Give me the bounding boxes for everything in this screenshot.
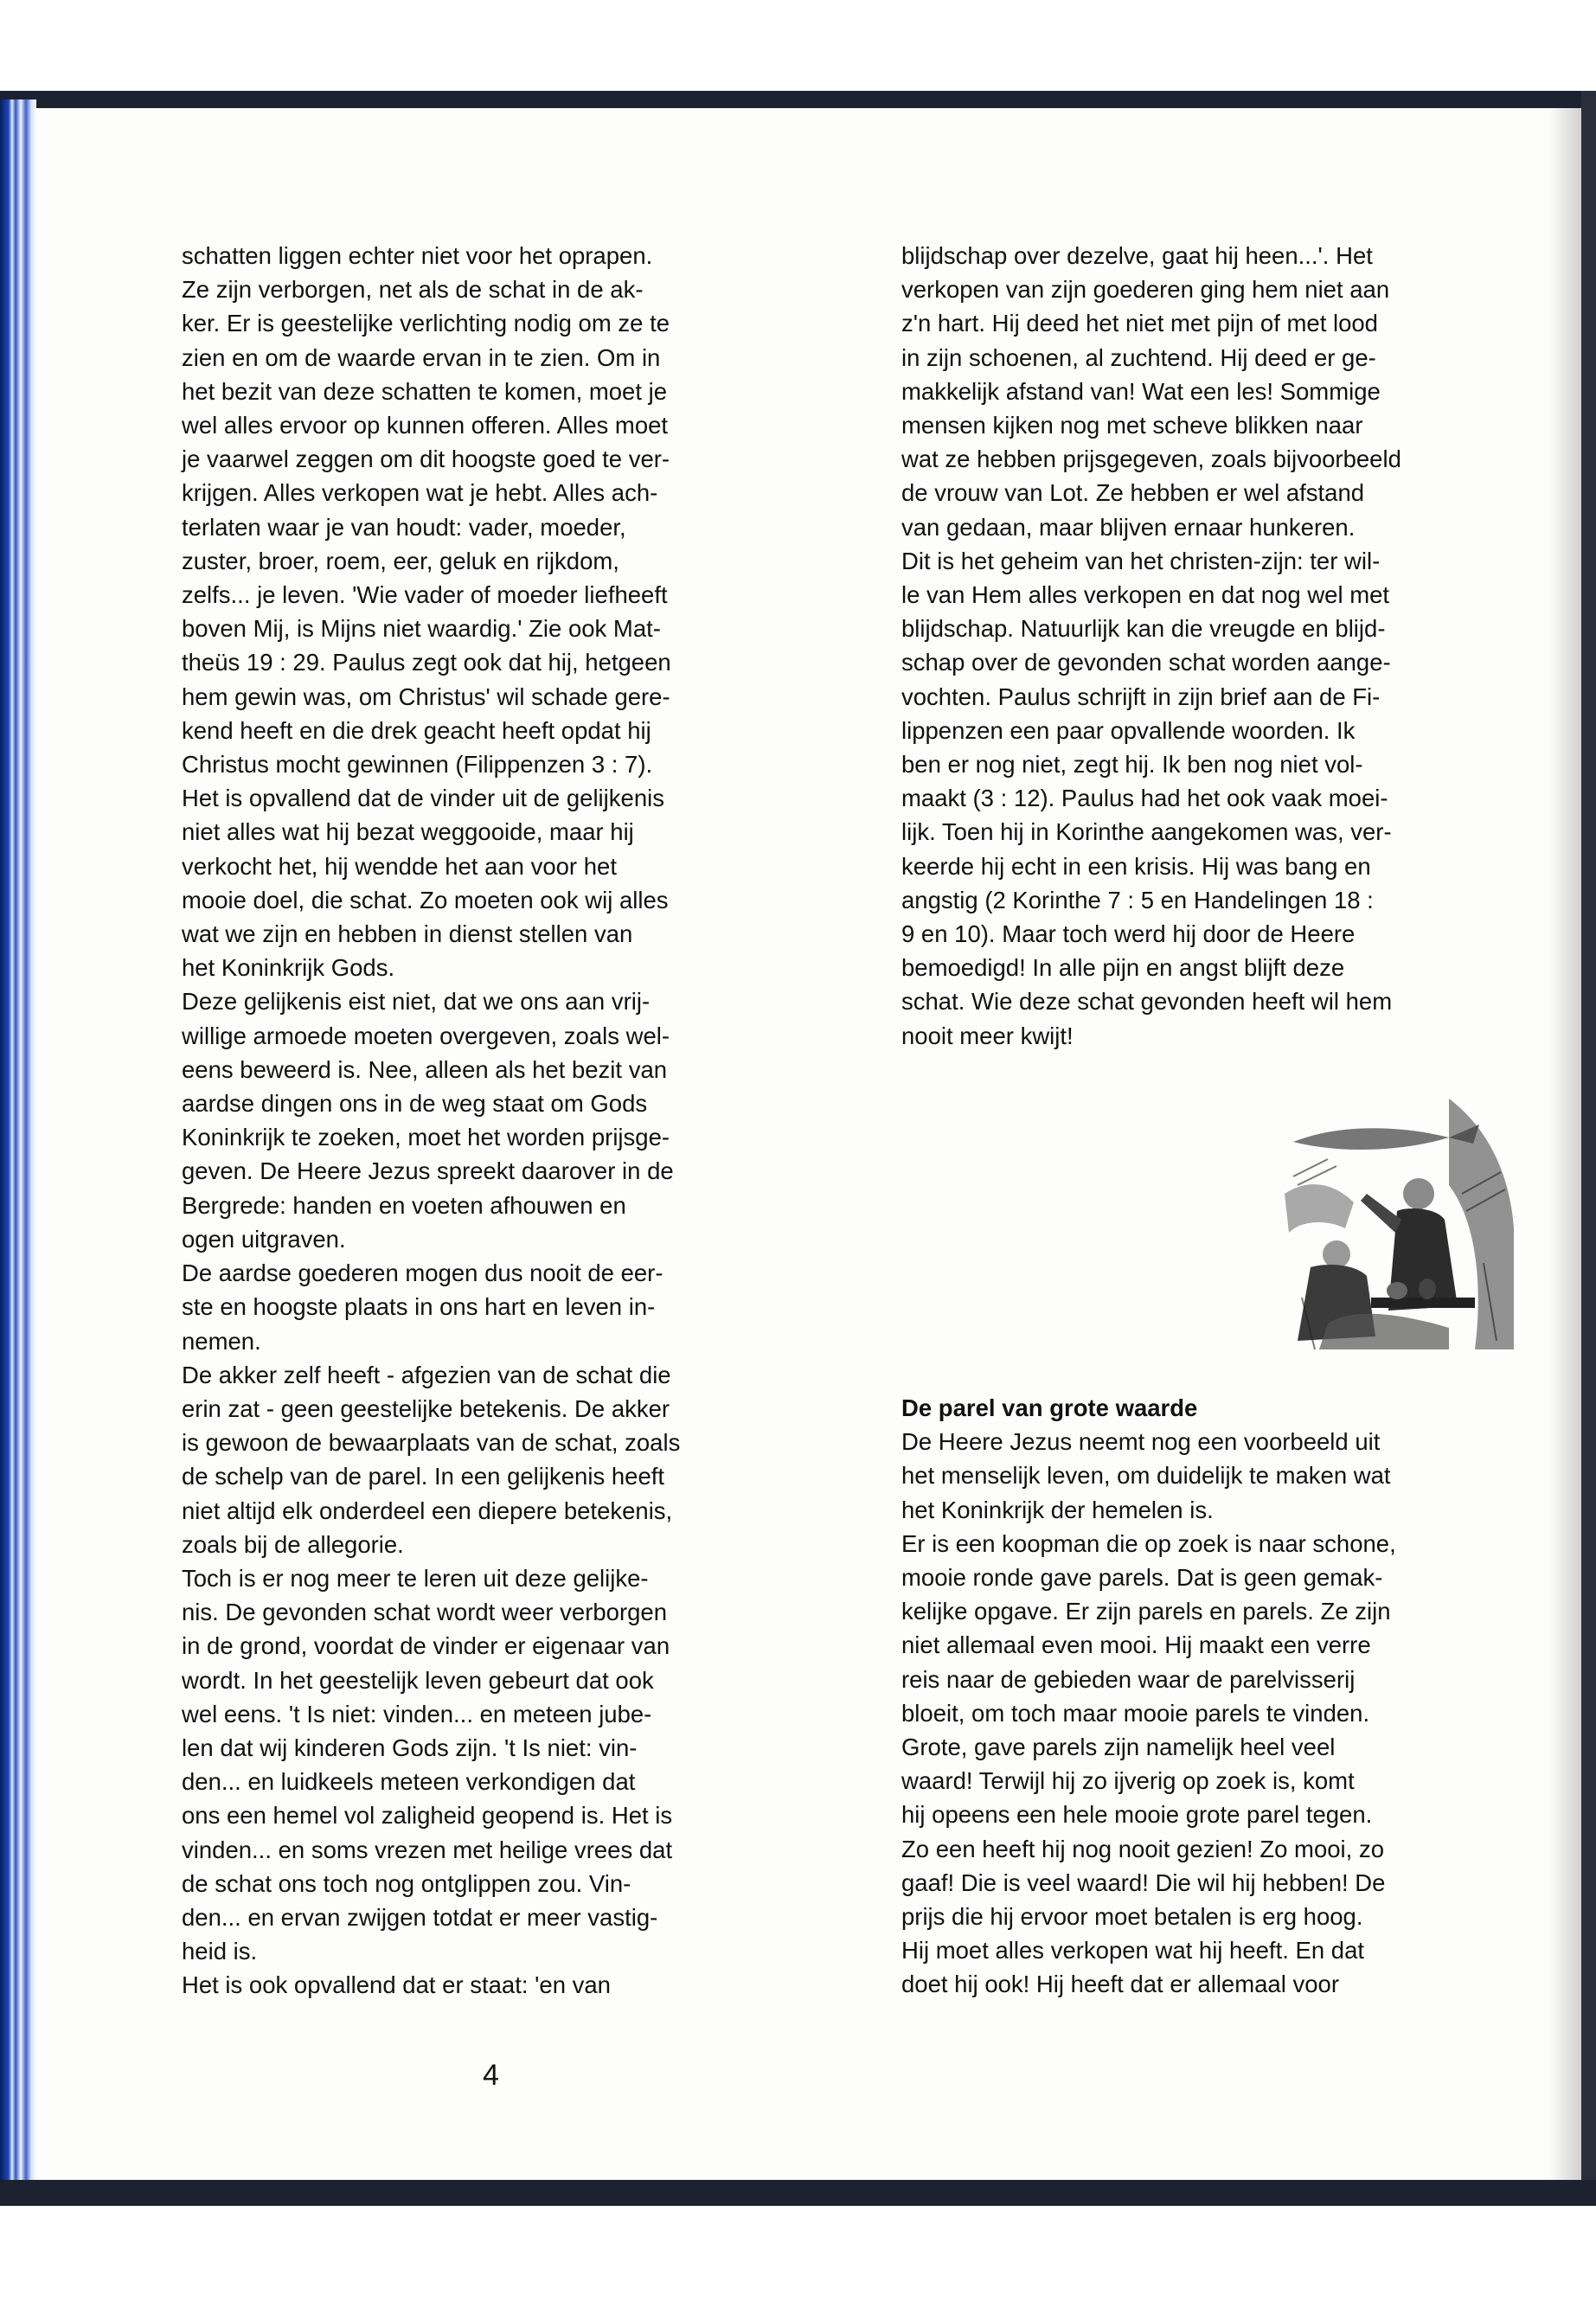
- paragraph: Er is een koopman die op zoek is naar schone, mooie ronde gave parels. Dat is geen gemak- kelijke opgave. Er zijn parels en parels. Ze zijn niet allemaal even mooi. Hij maakt een verre reis naar de gebieden waar de parelvisserij bloeit, om toch maar mooie parels te vinden. Grote, gave parels zijn namelijk heel veel waard! Terwijl hij zo ijverig op zoek is, komt hij opeens een hele mooie grote parel tegen. Zo een heeft hij nog nooit gezien! Zo mooi, zo gaaf! Die is veel waard! Die wil hij hebben! De prijs die hij ervoor moet betalen is erg hoog. Hij moet alles verkopen wat hij heeft. En dat doet hij ook! Hij heeft dat er allemaal voor: [901, 1529, 1396, 1998]
- page-number: 4: [483, 2059, 499, 2092]
- right-column: [901, 239, 1542, 1053]
- merchant-sketch-icon: [1276, 1090, 1520, 1360]
- paragraph: Het is ook opvallend dat er staat: 'en van: [182, 1971, 611, 1999]
- left-column: [182, 239, 822, 2003]
- paragraph: Deze gelijkenis eist niet, dat we ons aan vrij- willige armoede moeten overgeven, zoals wel- eens beweerd is. Nee, alleen als het bezit van aardse dingen ons in de weg staat om Gods Koninkrijk te zoeken, moet het worden prijsge- geven. De Heere Jezus spreekt daarover in de Bergrede: handen en voeten afhouwen en ogen uitgraven.: [182, 988, 674, 1253]
- paragraph: De aardse goederen mogen dus nooit de eer- ste en hoogste plaats in ons hart en leven in- nemen.: [182, 1259, 663, 1355]
- page-shadow: [1548, 108, 1581, 2180]
- book-frame-top: [0, 91, 1596, 108]
- section-heading: De parel van grote waarde: [901, 1394, 1198, 1421]
- paragraph: schatten liggen echter niet voor het oprapen. Ze zijn verborgen, net als de schat in de ak- ker. Er is geestelijke verlichting nodig om ze te zien en om de waarde ervan in te zien. Om in het bezit van deze schatten te komen, moet je wel alles ervoor op kunnen offeren. Alles moet je vaarwel zeggen om dit hoogste goed te ver- krijgen. Alles verkopen wat je hebt. Alles ach- terlaten waar je van houdt: vader, moeder, zuster, broer, roem, eer, geluk en rijkdom, zelfs... je leven. 'Wie vader of moeder liefheeft boven Mij, is Mijns niet waardig.' Zie ook Mat- theüs 19 : 29. Paulus zegt ook dat hij, hetgeen hem gewin was, om Christus' wil schade gere- kend heeft en die drek geacht heeft opdat hij Christus mocht gewinnen (Filippenzen 3 : 7).: [182, 242, 671, 779]
- paragraph: Dit is het geheim van het christen-zijn: ter wil- le van Hem alles verkopen en dat nog wel met blijdschap. Natuurlijk kan die vreugde en blijd- schap over de gevonden schat worden aange- vochten. Paulus schrijft in zijn brief aan de Fi- lippenzen een paar opvallende woorden. Ik ben er nog niet, zegt hij. Ik ben nog niet vol- maakt (3 : 12). Paulus had het ook vaak moei- lijk. Toen hij in Korinthe aangekomen was, ver- keerde hij echt in een krisis. Hij was bang en angstig (2 Korinthe 7 : 5 en Handelingen 18 : 9 en 10). Maar toch werd hij door de Heere bemoedigd! In alle pijn en angst blijft deze schat. Wie deze schat gevonden heeft wil hem nooit meer kwijt!: [901, 547, 1393, 1049]
- book-spine: [0, 99, 36, 2193]
- paragraph: Toch is er nog meer te leren uit deze gelijke- nis. De gevonden schat wordt weer verborgen in de grond, voordat de vinder er eigenaar van wordt. In het geestelijk leven gebeurt dat ook wel eens. 't Is niet: vinden... en meteen jube- len dat wij kinderen Gods zijn. 't Is niet: vin- den... en luidkeels meteen verkondigen dat ons een hemel vol zaligheid geopend is. Het is vinden... en soms vrezen met heilige vrees dat de schat ons toch nog ontglippen zou. Vin- den... en ervan zwijgen totdat er meer vastig- heid is.: [182, 1564, 673, 1965]
- paragraph: De akker zelf heeft - afgezien van de schat die erin zat - geen geestelijke betekenis. De akker is gewoon de bewaarplaats van de schat, zoals de schelp van de parel. In een gelijkenis heeft niet altijd elk onderdeel een diepere betekenis, zoals bij de allegorie.: [182, 1361, 681, 1558]
- paragraph: De Heere Jezus neemt nog een voorbeeld uit het menselijk leven, om duidelijk te maken wat het Koninkrijk der hemelen is.: [901, 1428, 1391, 1523]
- book-frame-right: [1581, 91, 1596, 2206]
- paragraph: blijdschap over dezelve, gaat hij heen...'. Het verkopen van zijn goederen ging hem niet aan z'n hart. Hij deed het niet met pijn of met lood in zijn schoenen, al zuchtend. Hij deed er ge- makkelijk afstand van! Wat een les! Sommige mensen kijken nog met scheve blikken naar wat ze hebben prijsgegeven, zoals bijvoorbeeld de vrouw van Lot. Ze hebben er wel afstand van gedaan, maar blijven ernaar hunkeren.: [901, 242, 1401, 541]
- book-frame-bottom: [0, 2180, 1596, 2206]
- pearl-section: [901, 1391, 1542, 2002]
- paragraph: Het is opvallend dat de vinder uit de gelijkenis niet alles wat hij bezat weggooide, maar hij verkocht het, hij wendde het aan voor het mooie doel, die schat. Zo moeten ook wij alles wat we zijn en hebben in dienst stellen van het Koninkrijk Gods.: [182, 785, 669, 982]
